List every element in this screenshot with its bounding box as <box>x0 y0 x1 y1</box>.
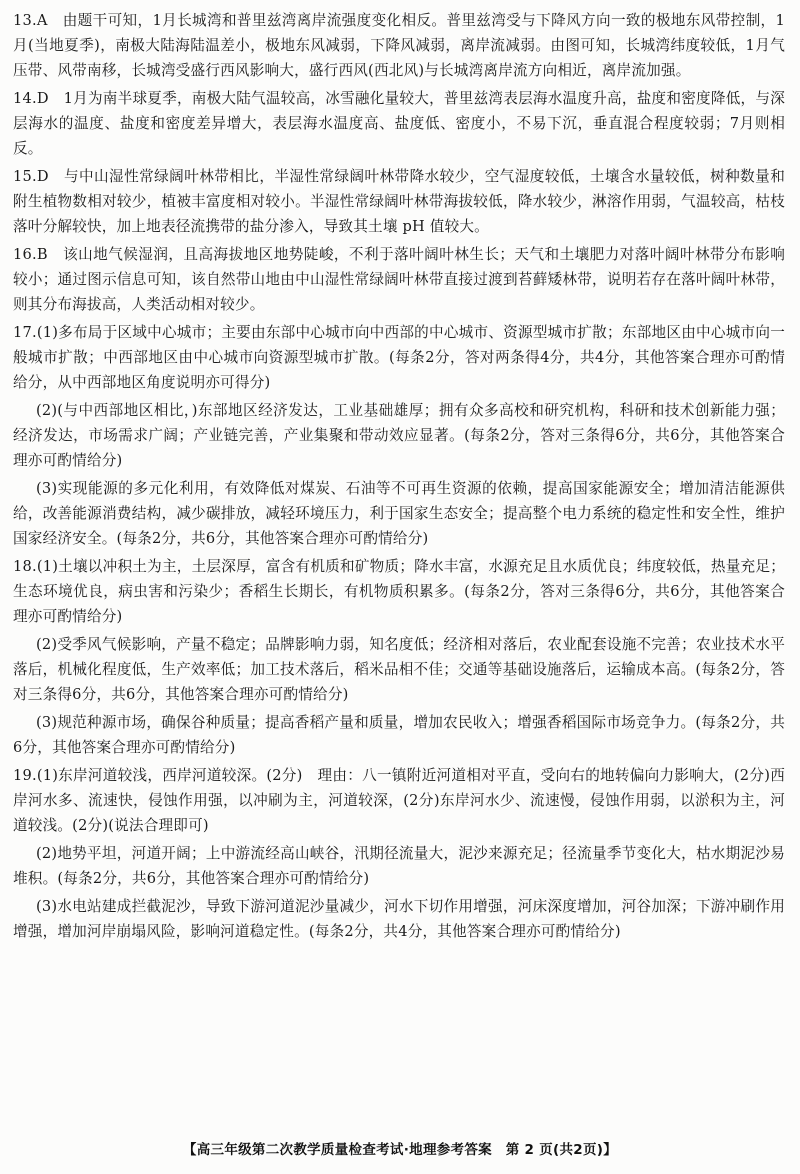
question-17-part-3: (3)实现能源的多元化利用，有效降低对煤炭、石油等不可再生资源的依赖，提高国家能源安全；增加清洁能源供给，改善能源消费结构，减少碳排放，减轻环境压力，利于国家生态安全；提高整个电力系统的稳定性和安全性，维护国家经济安全。(每条2分，共6分，其他答案合理亦可酌情给分) <box>13 480 785 547</box>
question-18-part-2: (2)受季风气候影响，产量不稳定；品牌影响力弱，知名度低；经济相对落后，农业配套设施不完善；农业技术水平落后，机械化程度低，生产效率低；加工技术落后，稻米品相不佳；交通等基础设施落后，运输成本高。(每条2分，答对三条得6分，共6分，其他答案合理亦可酌情给分) <box>13 636 785 703</box>
question-number: 13. <box>13 12 37 29</box>
question-number: 18. <box>13 558 37 575</box>
question-number: 14. <box>13 90 37 107</box>
question-18-part-1 <box>13 554 785 629</box>
question-number: 16. <box>13 246 37 263</box>
answer-part-1: (1)东岸河道较浅，西岸河道较深。(2分) 理由：八一镇附近河道相对平直，受向右的地转偏向力影响大，(2分)西岸河水多、流速快，侵蚀作用强，以冲刷为主，河道较深，(2分)东岸河水少、流速慢，侵蚀作用弱，以淤积为主，河道较浅。(2分)(说法合理即可) <box>13 767 785 834</box>
question-17-part-1 <box>13 320 785 395</box>
question-19-part-2: (2)地势平坦，河道开阔；上中游流经高山峡谷，汛期径流量大，泥沙来源充足；径流量季节变化大，枯水期泥沙易堆积。(每条2分，共6分，其他答案合理亦可酌情给分) <box>13 845 785 887</box>
explanation-text: 由题干可知，1月长城湾和普里兹湾离岸流强度变化相反。普里兹湾受与下降风方向一致的极地东风带控制，1月(当地夏季)，南极大陆海陆温差小，极地东风减弱，下降风减弱，离岸流减弱。由图可知，长城湾纬度较低，1月气压带、风带南移，长城湾受盛行西风影响大，盛行西风(西北风)与长城湾离岸流方向相近，离岸流加强。 <box>13 12 786 79</box>
answer-letter: A <box>36 12 48 29</box>
explanation-text: 该山地气候湿润，且高海拔地区地势陡峻，不利于落叶阔叶林生长；天气和土壤肥力对落叶阔叶林带分布影响较小；通过图示信息可知，该自然带山地由中山湿性常绿阔叶林带直接过渡到苔藓矮林带，说明若存在落叶阔叶林带，则其分布海拔高，人类活动相对较少。 <box>13 246 786 313</box>
answer-letter: B <box>36 246 48 263</box>
question-number: 17. <box>13 324 37 341</box>
question-16 <box>13 242 785 317</box>
question-number: 15. <box>13 168 37 185</box>
explanation-text: 与中山湿性常绿阔叶林带相比，半湿性常绿阔叶林带降水较少，空气湿度较低，土壤含水量较低，树种数量和附生植物数相对较少，植被丰富度相对较小。半湿性常绿阔叶林带海拔较低，降水较少，淋溶作用弱，气温较高，枯枝落叶分解较快，加上地表径流携带的盐分渗入，导致其土壤 pH 值较大。 <box>13 168 785 235</box>
question-14 <box>13 86 785 161</box>
explanation-text: 1月为南半球夏季，南极大陆气温较高，冰雪融化量较大，普里兹湾表层海水温度升高，盐度和密度降低，与深层海水的温度、盐度和密度差异增大，表层海水温度高、盐度低、密度小，不易下沉，垂直混合程度较弱；7月则相反。 <box>13 90 785 157</box>
question-13 <box>13 8 785 83</box>
question-number: 19. <box>13 767 37 784</box>
question-18-part-3: (3)规范种源市场，确保谷种质量；提高香稻产量和质量，增加农民收入；增强香稻国际市场竞争力。(每条2分，共6分，其他答案合理亦可酌情给分) <box>13 714 785 756</box>
answer-letter: D <box>36 90 49 107</box>
question-17-part-2: (2)(与中西部地区相比，)东部地区经济发达，工业基础雄厚；拥有众多高校和研究机构，科研和技术创新能力强；经济发达，市场需求广阔；产业链完善，产业集聚和带动效应显著。(每条2分，答对三条得6分，共6分，其他答案合理亦可酌情给分) <box>13 402 785 469</box>
question-15 <box>13 164 785 239</box>
answer-part-1: (1)多布局于区域中心城市；主要由东部中心城市向中西部的中心城市、资源型城市扩散；东部地区由中心城市向一般城市扩散；中西部地区由中心城市向资源型城市扩散。(每条2分，答对两条得4分，共4分，其他答案合理亦可酌情给分，从中西部地区角度说明亦可得分) <box>13 324 785 391</box>
question-19-part-1 <box>13 763 785 838</box>
page-footer: 【高三年级第二次教学质量检查考试·地理参考答案 第 2 页(共2页)】 <box>182 1142 618 1158</box>
question-19-part-3: (3)水电站建成拦截泥沙，导致下游河道泥沙量减少，河水下切作用增强，河床深度增加，河谷加深；下游冲刷作用增强，增加河岸崩塌风险，影响河道稳定性。(每条2分，共4分，其他答案合理亦可酌情给分) <box>13 898 785 940</box>
answer-letter: D <box>36 168 49 185</box>
answer-content <box>13 8 785 947</box>
answer-part-1: (1)土壤以冲积土为主，土层深厚，富含有机质和矿物质；降水丰富，水源充足且水质优良；纬度较低，热量充足；生态环境优良，病虫害和污染少；香稻生长期长，有机物质积累多。(每条2分，答对三条得6分，共6分，其他答案合理亦可酌情给分) <box>13 558 785 625</box>
